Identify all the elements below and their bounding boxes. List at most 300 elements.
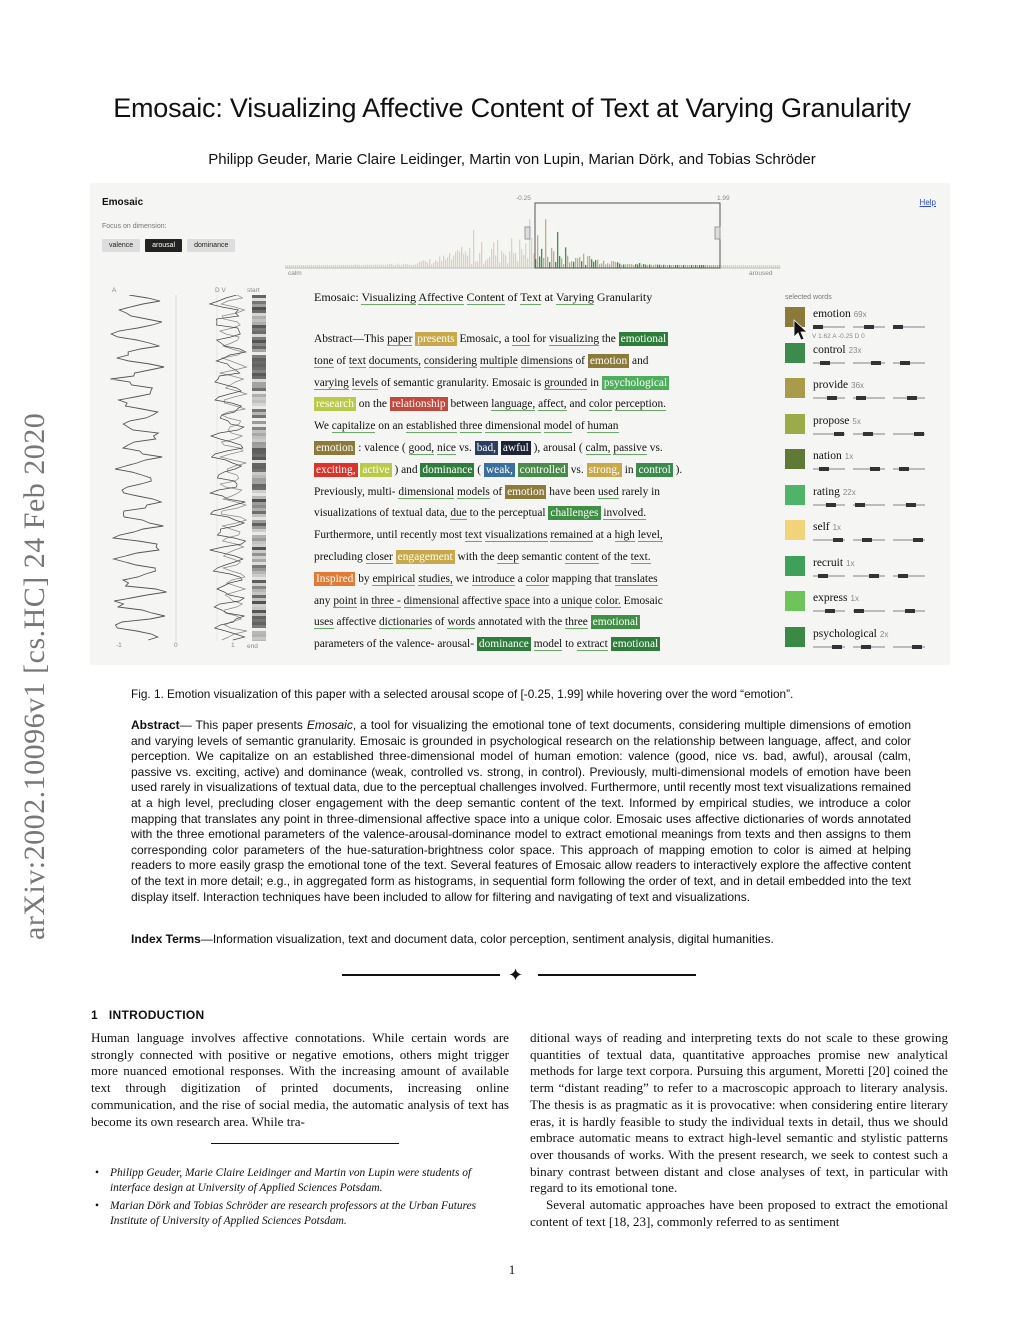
underlined-word[interactable]: passive <box>613 441 647 454</box>
histogram-bar <box>645 265 646 268</box>
underlined-word[interactable]: due <box>450 507 467 520</box>
underlined-word[interactable]: translates <box>614 572 658 585</box>
document-line <box>314 634 754 656</box>
abstract <box>131 718 911 905</box>
footnote-bullet: • <box>95 1200 99 1212</box>
selected-word-row[interactable] <box>785 520 945 556</box>
underlined-word[interactable]: dimensional <box>403 594 460 607</box>
underlined-word[interactable]: dimensional <box>485 420 541 433</box>
arousal-sequence-line <box>111 295 167 640</box>
underlined-word[interactable]: models <box>456 485 490 498</box>
selected-word <box>813 628 888 640</box>
minimap-stripe <box>252 310 266 313</box>
highlighted-word[interactable]: exciting, <box>316 463 356 476</box>
highlighted-word[interactable]: awful <box>502 441 529 454</box>
dominance-button[interactable]: dominance <box>187 239 235 252</box>
underlined-word[interactable]: content <box>565 550 599 563</box>
underlined-word[interactable]: color <box>525 572 550 585</box>
minimap-stripe <box>252 316 266 319</box>
vad-marker <box>819 467 829 471</box>
histogram-bar <box>499 263 500 268</box>
selected-word-label: self <box>813 521 830 533</box>
underlined-word[interactable]: color. <box>595 594 621 607</box>
underlined-word[interactable]: empirical <box>372 572 416 585</box>
highlighted-word[interactable]: dominance <box>422 463 473 476</box>
underlined-word[interactable]: deep <box>497 550 519 563</box>
underlined-word[interactable]: perception. <box>615 398 667 411</box>
selected-word-count: 22x <box>842 487 856 497</box>
selected-word <box>813 308 867 320</box>
plain-text: : valence ( <box>358 441 406 454</box>
histogram-bar <box>565 247 566 268</box>
highlighted-word[interactable]: engagement <box>397 550 453 563</box>
plain-text: at a <box>595 529 612 542</box>
minimap-stripe <box>252 547 266 550</box>
vad-marker <box>832 645 842 649</box>
plain-text: by <box>358 572 370 585</box>
highlighted-word[interactable]: emotional <box>592 616 639 629</box>
histogram-bar <box>479 253 480 268</box>
histogram-bar <box>485 260 486 268</box>
selected-word-count: 23x <box>848 345 862 355</box>
histogram-bar <box>381 264 382 268</box>
plain-text: affective <box>462 594 502 607</box>
underlined-word[interactable]: established <box>406 420 457 433</box>
minimap-stripe <box>252 628 266 631</box>
histogram-bar <box>453 255 454 268</box>
plain-text: of <box>336 354 346 367</box>
underlined-word[interactable]: three - <box>371 594 401 607</box>
underlined-word[interactable]: Content <box>466 290 505 304</box>
histogram-bar <box>561 258 562 268</box>
histogram-bar <box>487 259 488 268</box>
histogram-bar <box>589 256 590 268</box>
selected-word-row[interactable] <box>785 414 945 450</box>
minimap-stripe <box>252 409 266 412</box>
plain-text: vs. <box>458 441 472 454</box>
underlined-word[interactable]: space <box>504 594 530 607</box>
plain-text: Emosaic <box>623 594 663 607</box>
minimap-stripe <box>252 364 266 367</box>
document-line <box>314 438 754 460</box>
footnote-2-text: Marian Dörk and Tobias Schröder are research professors at the Urban Futures Institute of University of Applied Sciences Potsdam. <box>110 1200 477 1227</box>
underlined-word[interactable]: human <box>587 420 619 433</box>
valence-button[interactable]: valence <box>102 239 140 252</box>
selected-word-count: 1x <box>844 452 854 461</box>
histogram-bar <box>557 232 558 268</box>
underlined-word[interactable]: visualizations <box>484 529 548 542</box>
histogram-bar <box>567 256 568 268</box>
range-brush[interactable] <box>535 203 720 268</box>
document-line <box>314 569 754 591</box>
underlined-word[interactable]: paper <box>387 333 413 345</box>
selected-word-row[interactable] <box>785 307 945 343</box>
selected-word-row[interactable] <box>785 627 945 663</box>
minimap-stripe <box>252 337 266 340</box>
underlined-word[interactable]: nice <box>437 441 456 454</box>
highlighted-word[interactable]: presents <box>417 333 455 345</box>
underlined-word[interactable]: closer <box>365 550 393 563</box>
minimap-stripe <box>252 613 266 616</box>
underlined-word[interactable]: visualizing <box>549 333 600 345</box>
histogram-bar <box>377 264 378 268</box>
plain-text: on the <box>358 398 387 411</box>
histogram-bar <box>471 264 472 268</box>
minimap-stripe <box>252 367 266 370</box>
histogram-bar <box>489 257 490 268</box>
plain-text: Granularity <box>596 290 653 304</box>
highlighted-word[interactable]: challenges <box>550 507 599 520</box>
histogram-bar <box>545 219 546 268</box>
arousal-histogram[interactable] <box>285 191 785 283</box>
xaxis-mid: 0 <box>174 642 178 649</box>
selected-word-row[interactable] <box>785 378 945 414</box>
selected-word-count: 36x <box>851 381 865 390</box>
minimap-stripe <box>252 517 266 520</box>
selected-word-label: propose <box>813 414 850 427</box>
underlined-word[interactable]: Affective <box>418 290 464 304</box>
vad-track <box>893 468 925 470</box>
histogram-bar <box>543 258 544 268</box>
minimap-stripe <box>252 304 266 307</box>
histogram-bar <box>421 261 422 268</box>
minimap-stripe <box>252 637 266 640</box>
vad-mini-bars <box>813 362 925 365</box>
underlined-word[interactable]: multiple <box>479 354 518 367</box>
minimap-stripe <box>252 535 266 538</box>
vad-marker <box>869 574 879 578</box>
histogram-bar <box>609 264 610 268</box>
minimap-stripe <box>252 412 266 415</box>
highlighted-word[interactable]: emotion <box>316 441 354 454</box>
minimap-stripe <box>252 544 266 547</box>
histogram-bar <box>461 247 462 268</box>
highlighted-word[interactable]: weak, <box>485 463 513 476</box>
highlighted-word[interactable]: dominance <box>478 638 529 651</box>
document-title <box>314 290 652 305</box>
vad-marker <box>856 396 866 400</box>
underlined-word[interactable]: dictionaries <box>378 616 433 629</box>
histogram-bar <box>465 251 466 268</box>
index-terms-label: Index Terms <box>131 932 201 946</box>
underlined-word[interactable]: varying <box>314 376 349 389</box>
underlined-word[interactable]: Visualizing <box>361 290 417 304</box>
hover-values: V 1.62 A -0.25 D 0 <box>812 333 865 340</box>
vad-marker <box>906 503 916 507</box>
underlined-word[interactable]: calm, <box>585 441 611 454</box>
column-right-paragraph-2: Several automatic approaches have been proposed to extract the emotional content of text [18, 23], commonly referred to as sentiment <box>530 1197 948 1229</box>
highlighted-word[interactable]: controlled <box>519 463 566 476</box>
vad-track <box>853 468 885 470</box>
underlined-word[interactable]: dimensional <box>398 485 455 498</box>
histogram-bar <box>553 251 554 268</box>
underlined-word[interactable]: dimensions <box>520 354 573 367</box>
minimap-stripe <box>252 352 266 355</box>
abstract-emphasis: Emosaic <box>306 718 353 732</box>
underlined-word[interactable]: level, <box>637 529 663 542</box>
footnote-1 <box>95 1166 505 1195</box>
minimap-stripe <box>252 331 266 334</box>
underlined-word[interactable]: text <box>464 529 482 542</box>
underlined-word[interactable]: three <box>565 616 588 629</box>
word-color-swatch <box>785 343 805 363</box>
underlined-word[interactable]: capitalize <box>331 420 376 433</box>
column-left-text: Human language involves affective connotations. While certain words are strongly connected with positive or negative emotions, others might trigger more nuanced emotional responses. With the increasing amount of available text through digitization of printed documents, increasing online communication, and the rise of social media, the automatic analysis of text has become its own research area. While tra- <box>91 1030 509 1129</box>
minimap-stripe <box>252 478 266 481</box>
plain-text: any <box>314 594 331 607</box>
plain-text: ), arousal ( <box>533 441 583 454</box>
underlined-word[interactable]: point <box>333 594 357 607</box>
selected-word <box>813 521 841 533</box>
histogram-bar <box>593 262 594 268</box>
selected-word-row[interactable] <box>785 485 945 521</box>
plain-text: for <box>532 333 547 345</box>
histogram-bar <box>507 263 508 268</box>
histogram-bar <box>655 264 656 268</box>
abstract-text-b: , a tool for visualizing the emotional tone of text documents, considering multiple dimensions of emotion and varying levels of semantic granularity. Emosaic is grounded in psychological research on the relationship between language, affect, and color perception. We capitalize on an established three-dimensional model of human emotion: valence (good, nice vs. bad, awful), arousal (calm, passive vs. exciting, active) and dominance (weak, controlled vs. strong, in control). Previously, multi-dimensional models of emotion have been used rarely in visualizations of textual data, due to the perceptual challenges involved. Furthermore, until recently most text visualizations remained at a high level, precluding closer engagement with the deep semantic content of the text. Informed by empirical studies, we introduce a color mapping that translates any point in three-dimensional affective space into a unique color. Emosaic uses affective dictionaries of words annotated with the three emotional parameters of the valence-arousal-dominance model to extract emotional meanings from texts and then assigns to them corresponding color parameters of the hue-saturation-brightness color space. This approach of mapping emotion to color is aimed at helping readers to more easily grasp the emotional tone of the text. Several features of Emosaic allow readers to interactively explore the affective content of the text in more detail; e.g., in aggregated form as histograms, in sequential form following the order of text, and in detail embedded into the text display itself. Interaction techniques have been included to allow for filtering and navigating of text and visualizations. <box>131 718 911 904</box>
minimap-stripe <box>252 574 266 577</box>
highlighted-word[interactable]: strong, <box>588 463 620 476</box>
histogram-bar <box>387 264 388 268</box>
underlined-word[interactable]: studies, <box>418 572 453 585</box>
footnote-1-text: Philipp Geuder, Marie Claire Leidinger and Martin von Lupin were students of interface design at University of Applied Sciences Potsdam. <box>110 1167 472 1194</box>
underlined-word[interactable]: model <box>533 638 563 651</box>
document-minimap-stripes <box>252 295 266 641</box>
histogram-bar <box>463 254 464 268</box>
plain-text: Furthermore, until recently most <box>314 529 463 542</box>
vad-marker <box>898 574 908 578</box>
minimap-stripe <box>252 565 266 568</box>
plain-text: ) and <box>394 463 418 476</box>
underlined-word[interactable]: three <box>459 420 483 433</box>
underlined-word[interactable]: tool <box>512 333 531 345</box>
highlighted-word[interactable]: control <box>638 463 671 476</box>
histogram-bar <box>493 242 494 268</box>
histogram-bar <box>459 252 460 268</box>
minimap-stripe <box>252 601 266 604</box>
minimap-stripe <box>252 532 266 535</box>
document-line <box>314 482 754 504</box>
underlined-word[interactable]: documents, <box>368 354 421 367</box>
highlighted-word[interactable]: emotional <box>620 333 667 345</box>
sequence-charts[interactable] <box>98 295 278 641</box>
underlined-word[interactable]: tone <box>314 354 334 367</box>
highlighted-word[interactable]: psychological <box>603 376 668 389</box>
minimap-stripe <box>252 487 266 490</box>
plain-text: vs. <box>649 441 663 454</box>
plain-text: We <box>314 420 329 433</box>
selected-word-row[interactable] <box>785 591 945 627</box>
histogram-bar <box>615 262 616 268</box>
selected-word-row[interactable] <box>785 556 945 592</box>
ornament-star-icon: ✦ <box>508 965 524 986</box>
underlined-word[interactable]: grounded <box>544 376 588 389</box>
minimap-stripe <box>252 307 266 310</box>
minimap-stripe <box>252 526 266 529</box>
underlined-word[interactable]: high <box>614 529 635 542</box>
paper-authors: Philipp Geuder, Marie Claire Leidinger, Martin von Lupin, Marian Dörk, and Tobias Schröder <box>208 151 816 168</box>
histogram-bar <box>495 255 496 268</box>
selected-word-row[interactable] <box>785 449 945 485</box>
axis-calm-label: calm <box>288 270 302 277</box>
minimap-stripe <box>252 418 266 421</box>
underlined-word[interactable]: used <box>597 485 619 498</box>
document-line <box>314 416 754 438</box>
minimap-stripe <box>252 505 266 508</box>
vad-marker <box>900 361 910 365</box>
paper-title: Emosaic: Visualizing Affective Content of Text at Varying Granularity <box>113 93 911 123</box>
minimap-stripe <box>252 394 266 397</box>
plain-text: at <box>544 290 554 304</box>
underlined-word[interactable]: involved. <box>603 507 647 520</box>
minimap-stripe <box>252 319 266 322</box>
histogram-bar <box>447 257 448 268</box>
histogram-bars <box>285 219 780 268</box>
underlined-word[interactable]: text <box>348 354 366 367</box>
minimap-stripe <box>252 358 266 361</box>
underlined-word[interactable]: language, <box>491 398 536 411</box>
highlighted-word[interactable]: emotion <box>507 485 545 498</box>
selected-word <box>813 344 861 356</box>
underlined-word[interactable]: remained <box>550 529 593 542</box>
word-color-swatch <box>785 414 805 434</box>
underlined-word[interactable]: unique <box>561 594 593 607</box>
vad-marker <box>913 538 923 542</box>
underlined-word[interactable]: uses <box>314 616 334 629</box>
plain-text: Emosaic, a <box>459 333 510 345</box>
underlined-word[interactable]: color <box>588 398 613 411</box>
minimap-stripe <box>252 391 266 394</box>
histogram-bar <box>419 262 420 268</box>
underlined-word[interactable]: levels <box>351 376 379 389</box>
underlined-word[interactable]: considering <box>423 354 478 367</box>
histogram-bar <box>451 260 452 268</box>
figure-emosaic-screenshot <box>90 183 950 665</box>
highlighted-word[interactable]: relationship <box>391 398 446 411</box>
histogram-bar <box>595 260 596 268</box>
histogram-bar <box>483 264 484 268</box>
help-link[interactable]: Help <box>919 198 936 207</box>
underlined-word[interactable]: model <box>543 420 573 433</box>
underlined-word[interactable]: extract <box>576 638 608 651</box>
highlighted-word[interactable]: emotional <box>612 638 659 651</box>
minimap-stripe <box>252 556 266 559</box>
histogram-bar <box>605 265 606 268</box>
selected-word <box>813 486 856 498</box>
minimap-stripe <box>252 355 266 358</box>
minimap-stripe <box>252 328 266 331</box>
minimap-stripe <box>252 298 266 301</box>
brush-handle-left[interactable] <box>525 227 530 239</box>
range-high-label: 1.99 <box>717 195 730 202</box>
histogram-bar <box>539 256 540 268</box>
minimap-stripe <box>252 577 266 580</box>
selected-word <box>813 557 854 569</box>
brush-handle-right[interactable] <box>715 227 720 239</box>
histogram-bar <box>531 238 532 268</box>
index-terms-text: —Information visualization, text and document data, color perception, sentiment analysis, digital humanities. <box>200 932 774 946</box>
underlined-word[interactable]: text. <box>630 550 651 563</box>
app-name: Emosaic <box>102 197 144 208</box>
selected-word-row[interactable] <box>785 343 945 379</box>
plain-text: precluding <box>314 550 363 563</box>
highlighted-word[interactable]: active <box>362 463 390 476</box>
minimap-stripe <box>252 541 266 544</box>
focus-label: Focus on dimension: <box>102 223 167 230</box>
minimap-stripe <box>252 484 266 487</box>
histogram-bar <box>639 263 640 268</box>
highlighted-word[interactable]: research <box>316 398 354 411</box>
selected-word <box>813 415 861 427</box>
histogram-bar <box>423 260 424 268</box>
selected-word-count: 1x <box>846 558 855 568</box>
underlined-word[interactable]: affect, <box>538 398 567 411</box>
histogram-bar <box>599 264 600 268</box>
plain-text: between <box>450 398 489 411</box>
plain-text: ( <box>477 463 482 476</box>
minimap-stripe <box>252 475 266 478</box>
minimap-stripe <box>252 451 266 454</box>
vad-marker <box>855 503 865 507</box>
minimap-stripe <box>252 469 266 472</box>
histogram-bar <box>563 264 564 268</box>
document-text <box>314 329 754 656</box>
underlined-word[interactable]: Varying <box>555 290 594 304</box>
histogram-bar <box>573 262 574 268</box>
plain-text: rarely in <box>621 485 660 498</box>
underlined-word[interactable]: introduce <box>471 572 515 585</box>
underlined-word[interactable]: words <box>447 616 476 629</box>
vad-track <box>813 468 845 470</box>
histogram-bar <box>443 256 444 268</box>
minimap-stripe <box>252 523 266 526</box>
plain-text: ). <box>675 463 683 476</box>
underlined-word[interactable]: good, <box>408 441 435 454</box>
minimap-stripe <box>252 511 266 514</box>
selected-word-count: 1x <box>832 523 842 532</box>
axis-aroused-label: aroused <box>749 270 773 277</box>
minimap-stripe <box>252 445 266 448</box>
selected-word-label: rating <box>813 485 840 498</box>
vad-mini-bars <box>813 468 925 471</box>
minimap-stripe <box>252 403 266 406</box>
col-a-label: A <box>112 287 117 294</box>
histogram-bar <box>455 252 456 268</box>
histogram-bar <box>575 258 576 268</box>
underlined-word[interactable]: Text <box>520 290 542 304</box>
histogram-bar <box>643 264 644 268</box>
histogram-bar <box>405 264 406 268</box>
highlighted-word[interactable]: Inspired <box>316 572 354 585</box>
plain-text: parameters of the valence- arousal- <box>314 638 475 651</box>
ornament-line-left <box>342 974 500 976</box>
minimap-stripe <box>252 433 266 436</box>
plain-text: of <box>507 290 518 304</box>
minimap-stripe <box>252 427 266 430</box>
arousal-button[interactable]: arousal <box>145 239 182 252</box>
vad-marker <box>818 574 828 578</box>
minimap-stripe <box>252 376 266 379</box>
minimap-stripe <box>252 349 266 352</box>
vad-marker <box>861 645 871 649</box>
highlighted-word[interactable]: emotion <box>589 354 628 367</box>
document-line <box>314 591 754 613</box>
selected-word <box>813 450 853 462</box>
vad-marker <box>893 325 903 329</box>
minimap-stripe <box>252 610 266 613</box>
minimap-stripe <box>252 472 266 475</box>
highlighted-word[interactable]: bad, <box>476 441 496 454</box>
